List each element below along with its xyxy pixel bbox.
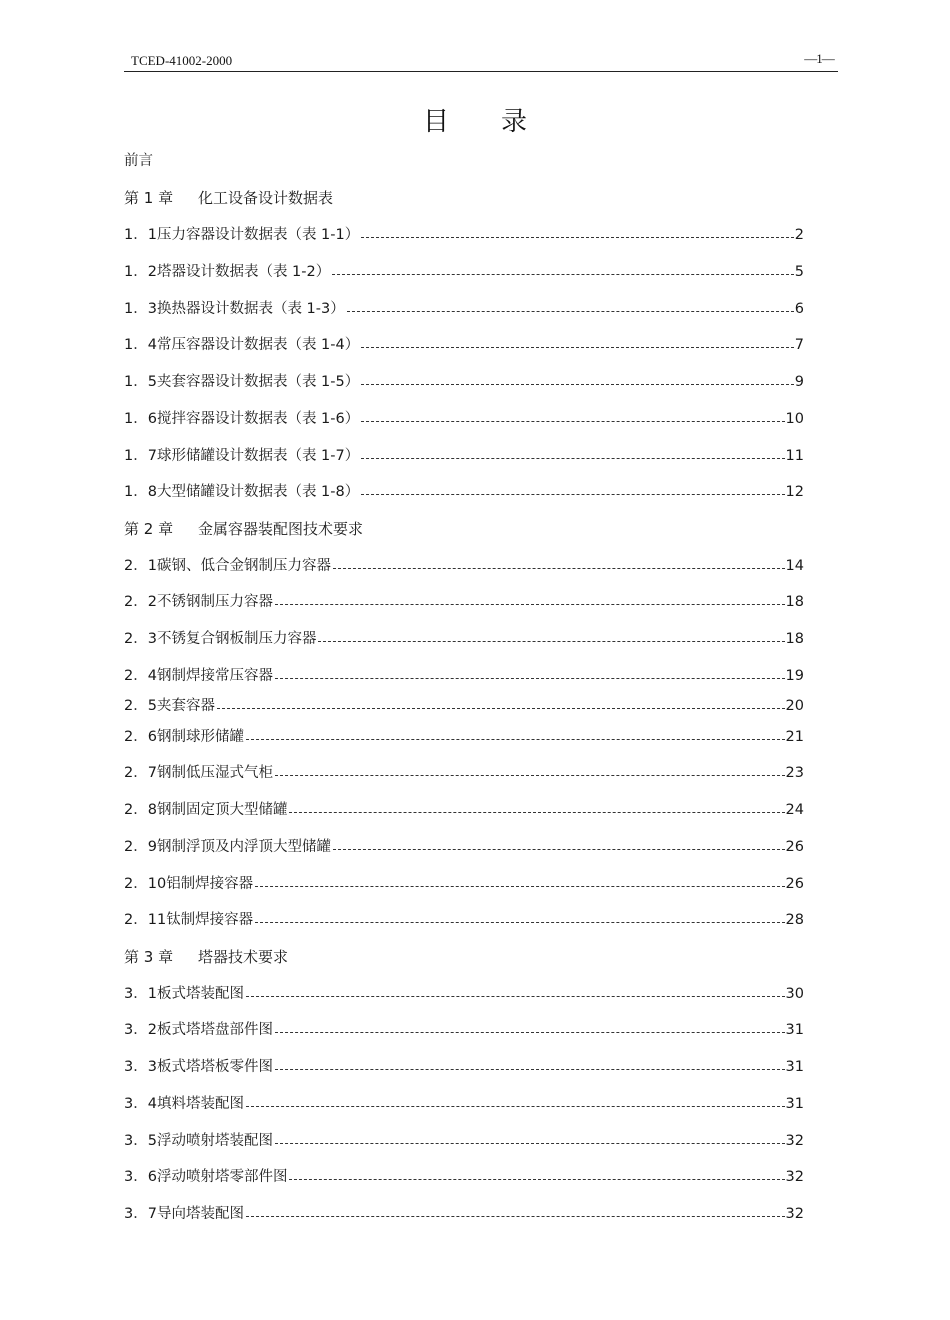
dot-leader xyxy=(246,1216,785,1217)
dot-leader xyxy=(289,1179,784,1180)
toc-entry-number: 1．4 xyxy=(124,337,157,353)
toc-page-number: 31 xyxy=(785,1059,804,1075)
chapter-title: 金属容器装配图技术要求 xyxy=(198,520,364,538)
dot-leader xyxy=(217,708,785,709)
toc-chapter-3[interactable] xyxy=(124,944,804,966)
toc-entry-number: 3．5 xyxy=(124,1133,157,1149)
toc-entry-text: 钢制低压湿式气柜 xyxy=(156,765,273,781)
toc-entry[interactable] xyxy=(124,834,804,856)
toc-entry[interactable] xyxy=(124,693,804,715)
toc-entry-title xyxy=(124,697,216,715)
dot-leader xyxy=(333,568,785,569)
dot-leader xyxy=(275,1143,785,1144)
toc-entry-text: 换热器设计数据表（表 1-3） xyxy=(156,301,345,317)
toc-entry[interactable] xyxy=(124,626,804,648)
toc-entry-number: 1．6 xyxy=(124,411,157,427)
toc-entry-text: 夹套容器 xyxy=(156,698,215,714)
toc-entry-text: 塔器设计数据表（表 1-2） xyxy=(156,264,331,280)
toc-entry-text: 搅拌容器设计数据表（表 1-6） xyxy=(156,411,360,427)
page-number: —1— xyxy=(804,51,834,66)
page-title xyxy=(0,101,950,138)
toc-entry-title xyxy=(124,557,332,575)
toc-page-number: 28 xyxy=(785,912,804,928)
toc-entry-number: 3．2 xyxy=(124,1022,157,1038)
toc-entry-number: 2．3 xyxy=(124,631,157,647)
toc-entry[interactable] xyxy=(124,369,804,391)
toc-page-number: 31 xyxy=(785,1022,804,1038)
toc-page-number: 14 xyxy=(785,558,804,574)
toc-chapter-2[interactable] xyxy=(124,516,804,538)
toc-entry[interactable] xyxy=(124,332,804,354)
toc-entry-number: 1．8 xyxy=(124,484,157,500)
toc-entry-text: 不锈复合钢板制压力容器 xyxy=(156,631,317,647)
toc-entry-text: 不锈钢制压力容器 xyxy=(156,594,273,610)
toc-page-number: 18 xyxy=(785,594,804,610)
toc-entry-number: 3．7 xyxy=(124,1206,157,1222)
toc-page-number: 26 xyxy=(785,839,804,855)
toc-preface[interactable] xyxy=(124,148,804,170)
document-code: TCED-41002-2000 xyxy=(131,53,233,68)
toc-entry-text: 钢制固定顶大型储罐 xyxy=(156,802,288,818)
toc-entry[interactable] xyxy=(124,724,804,746)
dot-leader xyxy=(361,458,784,459)
toc-page-number: 6 xyxy=(794,301,804,317)
toc-entry-text: 压力容器设计数据表（表 1-1） xyxy=(156,227,360,243)
toc-entry[interactable] xyxy=(124,1128,804,1150)
toc-entry-number: 2．4 xyxy=(124,668,157,684)
toc-entry-number: 2．6 xyxy=(124,729,157,745)
toc-page-number: 5 xyxy=(794,264,804,280)
chapter-number: 第 3 章 xyxy=(124,948,174,966)
toc-entry[interactable] xyxy=(124,296,804,318)
dot-leader xyxy=(361,347,794,348)
toc-entry-number: 2．9 xyxy=(124,839,157,855)
dot-leader xyxy=(255,922,784,923)
toc-entry[interactable] xyxy=(124,760,804,782)
toc-entry-text: 夹套容器设计数据表（表 1-5） xyxy=(156,374,360,390)
toc-entry[interactable] xyxy=(124,443,804,465)
toc-entry-number: 1．5 xyxy=(124,374,157,390)
toc-entry[interactable] xyxy=(124,1091,804,1113)
dot-leader xyxy=(289,812,784,813)
toc-entry-number: 3．3 xyxy=(124,1059,157,1075)
dot-leader xyxy=(333,849,785,850)
toc-entry-number: 1．1 xyxy=(124,227,157,243)
title-char-2: 录 xyxy=(501,107,528,137)
toc-entry[interactable] xyxy=(124,259,804,281)
toc-entry-title xyxy=(124,1132,274,1150)
toc-entry-text: 导向塔装配图 xyxy=(156,1206,244,1222)
header-divider xyxy=(124,71,838,72)
toc-entry-title xyxy=(124,1168,288,1186)
dot-leader xyxy=(361,421,784,422)
toc-entry-text: 球形储罐设计数据表（表 1-7） xyxy=(156,448,360,464)
toc-entry[interactable] xyxy=(124,1054,804,1076)
toc-entry-title xyxy=(124,336,360,354)
toc-entry-text: 浮动喷射塔装配图 xyxy=(156,1133,273,1149)
chapter-number: 第 1 章 xyxy=(124,189,174,207)
toc-entry[interactable] xyxy=(124,1164,804,1186)
dot-leader xyxy=(318,641,784,642)
toc-entry-text: 填料塔装配图 xyxy=(156,1096,244,1112)
toc-entry[interactable] xyxy=(124,1201,804,1223)
toc-entry[interactable] xyxy=(124,589,804,611)
toc-entry-title xyxy=(124,226,360,244)
chapter-number: 第 2 章 xyxy=(124,520,174,538)
toc-entry-text: 板式塔塔盘部件图 xyxy=(156,1022,273,1038)
toc-page-number: 21 xyxy=(785,729,804,745)
toc-entry-text: 钢制球形储罐 xyxy=(156,729,244,745)
toc-page-number: 11 xyxy=(785,448,804,464)
dot-leader xyxy=(361,384,794,385)
dot-leader xyxy=(347,311,794,312)
dot-leader xyxy=(275,1032,785,1033)
toc-entry-title xyxy=(124,447,360,465)
dot-leader xyxy=(275,604,785,605)
toc-entry-text: 浮动喷射塔零部件图 xyxy=(156,1169,288,1185)
toc-entry[interactable] xyxy=(124,553,804,575)
toc-page-number: 12 xyxy=(785,484,804,500)
toc-entry[interactable] xyxy=(124,663,804,685)
toc-entry-text: 铝制焊接容器 xyxy=(166,876,254,892)
toc-entry[interactable] xyxy=(124,871,804,893)
toc-entry-number: 3．6 xyxy=(124,1169,157,1185)
toc-entry-number: 2．11 xyxy=(124,912,167,928)
toc-page-number: 2 xyxy=(794,227,804,243)
toc-entry-title xyxy=(124,838,332,856)
toc-entry-title xyxy=(124,728,245,746)
toc-entry-title xyxy=(124,300,346,318)
toc-entry-title xyxy=(124,801,288,819)
chapter-title: 化工设备设计数据表 xyxy=(198,189,334,207)
toc-page-number: 24 xyxy=(785,802,804,818)
toc-entry-text: 钛制焊接容器 xyxy=(166,912,254,928)
toc-entry-title xyxy=(124,410,360,428)
toc-entry-number: 3．1 xyxy=(124,986,157,1002)
toc-page-number: 7 xyxy=(794,337,804,353)
toc-entry-title xyxy=(124,1058,274,1076)
toc-entry-title xyxy=(124,875,254,893)
toc-page-number: 19 xyxy=(785,668,804,684)
toc-entry-title xyxy=(124,593,274,611)
toc-entry-number: 2．7 xyxy=(124,765,157,781)
toc-entry-title xyxy=(124,483,360,501)
toc-page-number: 31 xyxy=(785,1096,804,1112)
chapter-title: 塔器技术要求 xyxy=(198,948,289,966)
toc-entry-text: 板式塔塔板零件图 xyxy=(156,1059,273,1075)
toc-page-number: 32 xyxy=(785,1206,804,1222)
toc-entry-number: 2．1 xyxy=(124,558,157,574)
dot-leader xyxy=(332,274,794,275)
toc-entry-number: 2．8 xyxy=(124,802,157,818)
toc-entry-text: 碳钢、低合金钢制压力容器 xyxy=(156,558,331,574)
toc-page-number: 18 xyxy=(785,631,804,647)
toc-preface-label: 前言 xyxy=(124,153,153,169)
toc-entry[interactable] xyxy=(124,981,804,1003)
toc-entry-text: 钢制浮顶及内浮顶大型储罐 xyxy=(156,839,331,855)
toc-entry[interactable] xyxy=(124,406,804,428)
toc-entry[interactable] xyxy=(124,479,804,501)
toc-page-number: 20 xyxy=(785,698,804,714)
toc-entry-title xyxy=(124,373,360,391)
toc-entry-number: 1．2 xyxy=(124,264,157,280)
toc-entry-text: 钢制焊接常压容器 xyxy=(156,668,273,684)
toc-entry-title xyxy=(124,667,274,685)
toc-entry-number: 1．3 xyxy=(124,301,157,317)
toc-page-number: 9 xyxy=(794,374,804,390)
toc-entry-title xyxy=(124,1021,274,1039)
toc-entry-title xyxy=(124,911,254,929)
dot-leader xyxy=(361,237,794,238)
toc-entry[interactable] xyxy=(124,907,804,929)
toc-page-number: 26 xyxy=(785,876,804,892)
toc-entry-number: 1．7 xyxy=(124,448,157,464)
dot-leader xyxy=(361,494,784,495)
toc-page-number: 10 xyxy=(785,411,804,427)
title-char-1: 目 xyxy=(422,107,449,137)
dot-leader xyxy=(246,1106,785,1107)
dot-leader xyxy=(246,996,785,997)
toc-page-number: 30 xyxy=(785,986,804,1002)
toc-page-number: 23 xyxy=(785,765,804,781)
toc-entry-title xyxy=(124,1095,245,1113)
toc-entry-number: 2．5 xyxy=(124,698,157,714)
toc-entry-title xyxy=(124,985,245,1003)
toc-entry[interactable] xyxy=(124,1017,804,1039)
toc-entry[interactable] xyxy=(124,222,804,244)
dot-leader xyxy=(246,739,785,740)
dot-leader xyxy=(255,886,784,887)
toc-entry-title xyxy=(124,263,331,281)
toc-entry-text: 常压容器设计数据表（表 1-4） xyxy=(156,337,360,353)
toc-page-number: 32 xyxy=(785,1169,804,1185)
toc-entry-number: 2．2 xyxy=(124,594,157,610)
toc-entry-text: 板式塔装配图 xyxy=(156,986,244,1002)
toc-entry-title xyxy=(124,1205,245,1223)
toc-entry-title xyxy=(124,764,274,782)
toc-entry-number: 2．10 xyxy=(124,876,167,892)
toc-entry-number: 3．4 xyxy=(124,1096,157,1112)
dot-leader xyxy=(275,1069,785,1070)
toc-entry[interactable] xyxy=(124,797,804,819)
toc-entry-title xyxy=(124,630,317,648)
dot-leader xyxy=(275,678,785,679)
toc-page-number: 32 xyxy=(785,1133,804,1149)
toc-entry-text: 大型储罐设计数据表（表 1-8） xyxy=(156,484,360,500)
toc-chapter-1[interactable] xyxy=(124,185,804,207)
dot-leader xyxy=(275,775,785,776)
